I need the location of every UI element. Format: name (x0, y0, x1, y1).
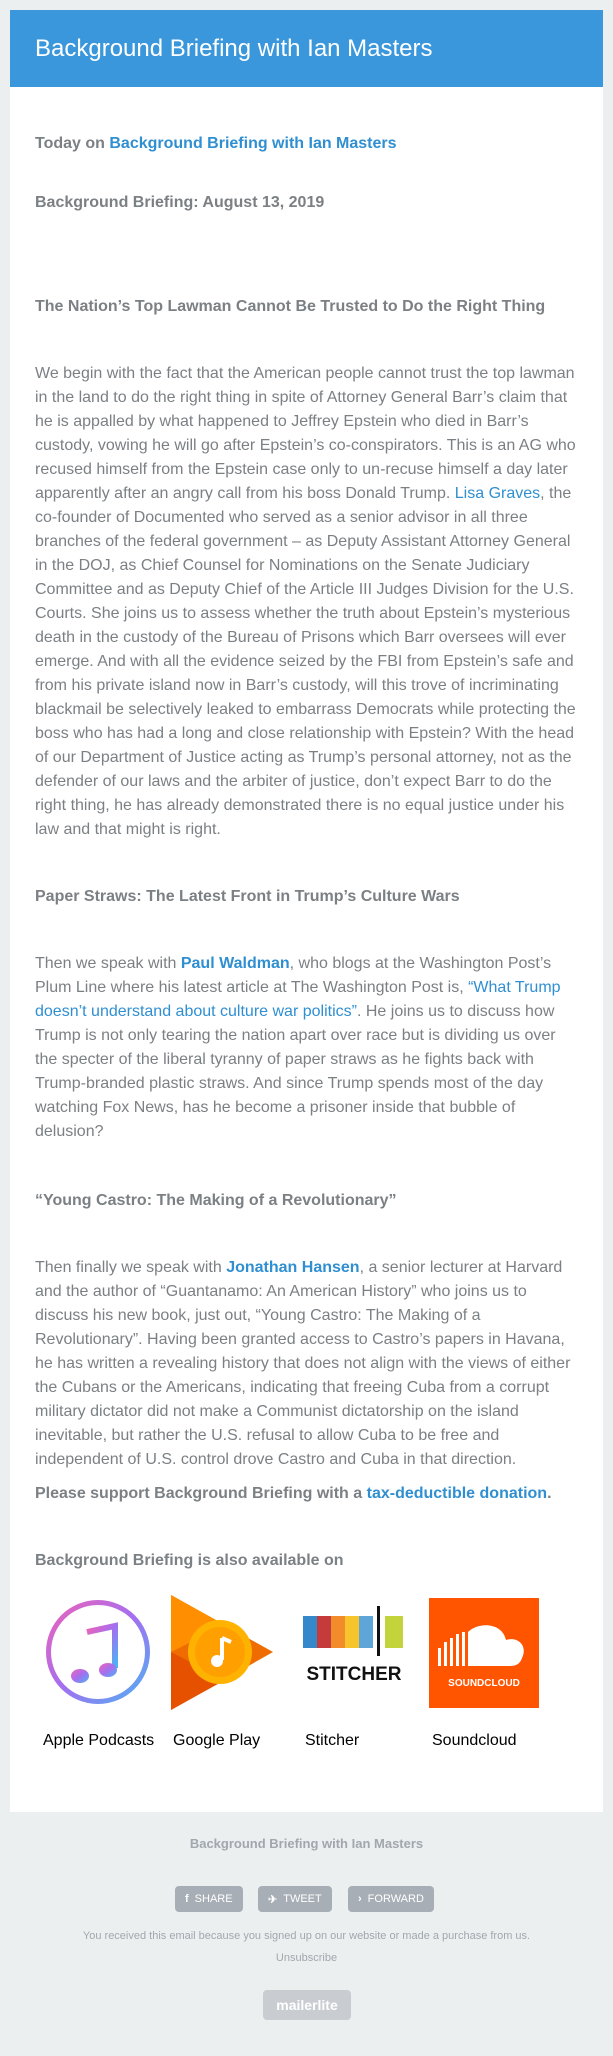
apple-podcasts-icon (35, 1590, 165, 1715)
segment-3-text: Then finally we speak with Jonathan Hansen, a senior lecturer at Harvard and the author of “Guantanamo: An American History” who joins us to discuss his new book, just out, “Young Castro: The Making of a Revolutionary”. Having been granted access to Castro’s papers in Havana, he has written a revealing history that does not align with the views of either the Cubans or the Americans, indicating that freeing Cuba from a corrupt military dictator did not make a Communist dictatorship on the island inevitable, but rather the U.S. refusal to allow Cuba to be free and independent of U.S. control drove Castro and Cuba in that direction. (35, 1259, 571, 1468)
footer (0, 1812, 613, 2056)
support-line: Please support Background Briefing with a tax-deductible donation. (35, 1485, 552, 1502)
header-banner (10, 10, 603, 87)
unsubscribe-link[interactable]: Unsubscribe (275, 1952, 338, 1964)
footer-title: Background Briefing with Ian Masters (189, 1836, 424, 1851)
donation-link[interactable]: tax-deductible donation (366, 1485, 548, 1502)
app-google-play[interactable] (165, 1590, 295, 1749)
app-stitcher[interactable] (297, 1590, 427, 1749)
soundcloud-icon (424, 1590, 539, 1715)
app-label: Google Play (173, 1732, 261, 1749)
today-prefix: Today on (35, 135, 105, 152)
svg-text:STITCHER: STITCHER (306, 1664, 402, 1685)
header-title: Background Briefing with Ian Masters (35, 35, 433, 62)
podcast-apps (35, 1590, 580, 1750)
app-soundcloud[interactable] (424, 1590, 554, 1749)
twitter-icon: ✈ (268, 1893, 278, 1906)
facebook-icon: f (185, 1893, 189, 1905)
jonathan-hansen-link[interactable]: Jonathan Hansen (226, 1259, 360, 1276)
app-label: Stitcher (305, 1732, 360, 1749)
stitcher-icon (297, 1590, 412, 1715)
date-heading: Background Briefing: August 13, 2019 (35, 194, 325, 211)
footer-note: You received this email because you signed up on our website or made a purchase from us. (82, 1930, 531, 1942)
app-label: Soundcloud (432, 1732, 517, 1749)
paul-waldman-link[interactable]: Paul Waldman (180, 955, 290, 972)
segment-2-text: Then we speak with Paul Waldman, who blogs at the Washington Post’s Plum Line where his latest article at The Washington Post is, “What Trump doesn’t understand about culture war politics”. He joins us to discuss how Trump is not only tearing the nation apart over race but is dividing us over the specter of the liberal tyranny of paper straws as he fights back with Trump-branded plastic straws. And since Trump spends most of the day watching Fox News, has he become a prisoner inside that bubble of delusion? (35, 955, 561, 1140)
today-line (35, 135, 580, 153)
app-label: Apple Podcasts (43, 1732, 155, 1749)
forward-button[interactable]: › FORWARD (348, 1886, 434, 1912)
lisa-graves-link[interactable]: Lisa Graves (454, 485, 541, 502)
article-link[interactable]: “What Trump doesn’t understand about culture war politics” (35, 979, 561, 1020)
svg-text:SOUNDCLOUD: SOUNDCLOUD (448, 1678, 520, 1689)
segment-2-heading: Paper Straws: The Latest Front in Trump’s Culture Wars (35, 888, 460, 905)
tweet-button[interactable]: ✈ TWEET (258, 1886, 332, 1912)
segment-1-text: We begin with the fact that the American people cannot trust the top lawman in the land to do the right thing in spite of Attorney General Barr’s claim that he is appalled by what happened to Jeffrey Epstein who died in Barr’s custody, vowing he will go after Epstein’s co-conspirators. This is an AG who recused himself from the Epstein case only to un-recuse himself a day later apparently after an angry call from his boss Donald Trump. Lisa Graves, the co-founder of Documented who served as a senior advisor in all three branches of the federal government – as Deputy Assistant Attorney General in the DOJ, as Chief Counsel for Nominations on the Senate Judiciary Committee and as Deputy Chief of the Article III Judges Division for the U.S. Courts. She joins us to assess whether the truth about Epstein’s mysterious death in the custody of the Bureau of Prisons which Barr oversees will ever emerge. And with all the evidence seized by the FBI from Epstein’s safe and from his private island now in Barr’s custody, will this trove of incriminating blackmail be selectively leaked to embarrass Democrats while protecting the boss who has had a long and close relationship with Epstein? With the head of our Department of Justice acting as Trump’s personal attorney, not as the defender of our laws and the arbiter of justice, don’t expect Barr to do the right thing, he has already demonstrated there is no equal justice under his law and that might is right. (35, 365, 576, 838)
segment-3-heading: “Young Castro: The Making of a Revolutionary” (35, 1192, 397, 1209)
app-apple-podcasts[interactable] (35, 1590, 165, 1749)
mailerlite-badge[interactable]: mailerlite (263, 1990, 351, 2020)
share-button[interactable]: f SHARE (175, 1886, 243, 1912)
segment-1-heading: The Nation’s Top Lawman Cannot Be Trusted to Do the Right Thing (35, 298, 546, 315)
show-link[interactable]: Background Briefing with Ian Masters (109, 135, 397, 152)
chevron-right-icon: › (358, 1893, 362, 1905)
available-heading: Background Briefing is also available on (35, 1552, 344, 1569)
google-play-icon (165, 1590, 280, 1715)
